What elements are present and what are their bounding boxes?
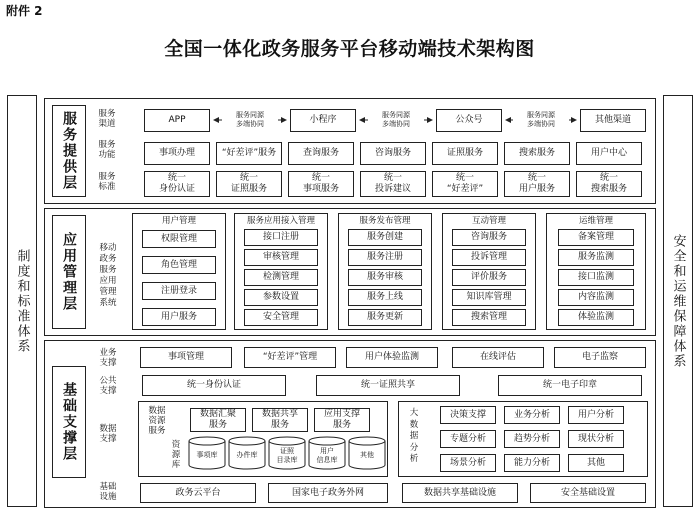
business-item: 用户体验监测 <box>346 347 438 368</box>
standard-item: 统一 事项服务 <box>288 171 354 197</box>
app-group-title: 服务发布管理 <box>359 216 411 226</box>
app-item: 体验监测 <box>558 309 634 326</box>
app-item: 服务更新 <box>348 309 422 326</box>
app-item: 服务上线 <box>348 289 422 306</box>
resource-service-label: 数据 资源 服务 <box>148 406 166 436</box>
analysis-item: 场景分析 <box>440 454 496 472</box>
business-item: 事项管理 <box>140 347 232 368</box>
resource-service: 应用支撑 服务 <box>314 408 370 432</box>
standard-item: 统一 身份认证 <box>144 171 210 197</box>
channel-app: APP <box>144 109 210 132</box>
public-item: 统一电子印章 <box>498 375 642 396</box>
business-item: “好差评”管理 <box>244 347 336 368</box>
app-group-title: 服务应用接入管理 <box>246 216 315 226</box>
analysis-item: 现状分析 <box>568 430 624 448</box>
business-item: 电子监察 <box>554 347 646 368</box>
infra-item: 数据共享基础设施 <box>402 483 518 503</box>
service-layer-title: 服务提供层 <box>61 111 77 191</box>
analysis-item: 专题分析 <box>440 430 496 448</box>
app-item: 参数设置 <box>244 289 318 306</box>
app-item: 评价服务 <box>452 269 526 286</box>
app-item: 知识库管理 <box>452 289 526 306</box>
channel-arrow-text: 服务同源 多端协同 <box>368 111 424 128</box>
analysis-item: 业务分析 <box>504 406 560 424</box>
app-item: 备案管理 <box>558 229 634 246</box>
standard-item: 统一 用户服务 <box>504 171 570 197</box>
app-item: 权限管理 <box>142 230 216 248</box>
left-side-label: 制度和标准体系 <box>14 248 30 354</box>
standard-item: 统一 搜索服务 <box>576 171 642 197</box>
library-label: 事项库 <box>196 451 218 459</box>
page-title: 全国一体化政务服务平台移动端技术架构图 <box>164 38 535 60</box>
channel-arrow-text: 服务同源 多端协同 <box>513 111 569 128</box>
public-item: 统一身份认证 <box>142 375 286 396</box>
app-item: 注册登录 <box>142 282 216 300</box>
library-label: 用户 信息库 <box>316 447 338 464</box>
service-channel-label: 服务 渠道 <box>98 109 116 129</box>
resource-service: 数据共享 服务 <box>252 408 308 432</box>
service-standard-label: 服务 标准 <box>98 172 116 192</box>
library-label: 其他 <box>360 451 374 459</box>
app-item: 用户服务 <box>142 308 216 326</box>
channel-official-account: 公众号 <box>436 109 502 132</box>
channel-other: 其他渠道 <box>580 109 646 132</box>
function-item: 查询服务 <box>288 142 354 165</box>
infra-item: 政务云平台 <box>140 483 256 503</box>
attachment-label: 附件 2 <box>6 4 43 18</box>
infra-item: 国家电子政务外网 <box>268 483 388 503</box>
base-layer-title: 基础支撑层 <box>61 382 77 462</box>
analysis-item: 决策支撑 <box>440 406 496 424</box>
resource-library-label: 资 源 库 <box>171 440 181 470</box>
resource-service: 数据汇聚 服务 <box>190 408 246 432</box>
data-support-label: 数据 支撑 <box>99 424 117 444</box>
business-support-label: 业务 支撑 <box>99 348 117 368</box>
function-item: 用户中心 <box>576 142 642 165</box>
public-item: 统一证照共享 <box>316 375 460 396</box>
analysis-item: 其他 <box>568 454 624 472</box>
app-item: 接口注册 <box>244 229 318 246</box>
business-item: 在线评估 <box>452 347 544 368</box>
app-item: 服务创建 <box>348 229 422 246</box>
service-function-label: 服务 功能 <box>98 140 116 160</box>
app-item: 咨询服务 <box>452 229 526 246</box>
channel-arrow-text: 服务同源 多端协同 <box>222 111 278 128</box>
infra-item: 安全基础设置 <box>530 483 646 503</box>
infra-label: 基础 设施 <box>99 482 117 502</box>
library-label: 办件库 <box>236 451 258 459</box>
standard-item: 统一 “好差评” <box>432 171 498 197</box>
channel-miniprogram: 小程序 <box>290 109 356 132</box>
app-item: 服务审核 <box>348 269 422 286</box>
app-item: 服务监测 <box>558 249 634 266</box>
library-label: 证照 目录库 <box>276 447 298 464</box>
app-item: 接口监测 <box>558 269 634 286</box>
function-item: 事项办理 <box>144 142 210 165</box>
app-item: 投诉管理 <box>452 249 526 266</box>
app-group-title: 用户管理 <box>161 216 196 226</box>
function-item: 搜索服务 <box>504 142 570 165</box>
big-data-label: 大 数 据 分 析 <box>409 408 419 464</box>
analysis-item: 趋势分析 <box>504 430 560 448</box>
right-side-label: 安全和运维保障体系 <box>670 233 686 369</box>
function-item: 咨询服务 <box>360 142 426 165</box>
analysis-item: 用户分析 <box>568 406 624 424</box>
standard-item: 统一 投诉建议 <box>360 171 426 197</box>
app-item: 内容监测 <box>558 289 634 306</box>
app-group-title: 运维管理 <box>578 216 613 226</box>
app-layer-title: 应用管理层 <box>61 232 77 312</box>
analysis-item: 能力分析 <box>504 454 560 472</box>
app-item: 检测管理 <box>244 269 318 286</box>
app-group-title: 互动管理 <box>471 216 506 226</box>
public-support-label: 公共 支撑 <box>99 376 117 396</box>
standard-item: 统一 证照服务 <box>216 171 282 197</box>
app-item: 搜索管理 <box>452 309 526 326</box>
app-system-label: 移动 政务 服务 应用 管理 系统 <box>99 243 117 308</box>
app-item: 审核管理 <box>244 249 318 266</box>
app-item: 服务注册 <box>348 249 422 266</box>
app-item: 角色管理 <box>142 256 216 274</box>
function-item: 证照服务 <box>432 142 498 165</box>
function-item: “好差评”服务 <box>216 142 282 165</box>
app-item: 安全管理 <box>244 309 318 326</box>
